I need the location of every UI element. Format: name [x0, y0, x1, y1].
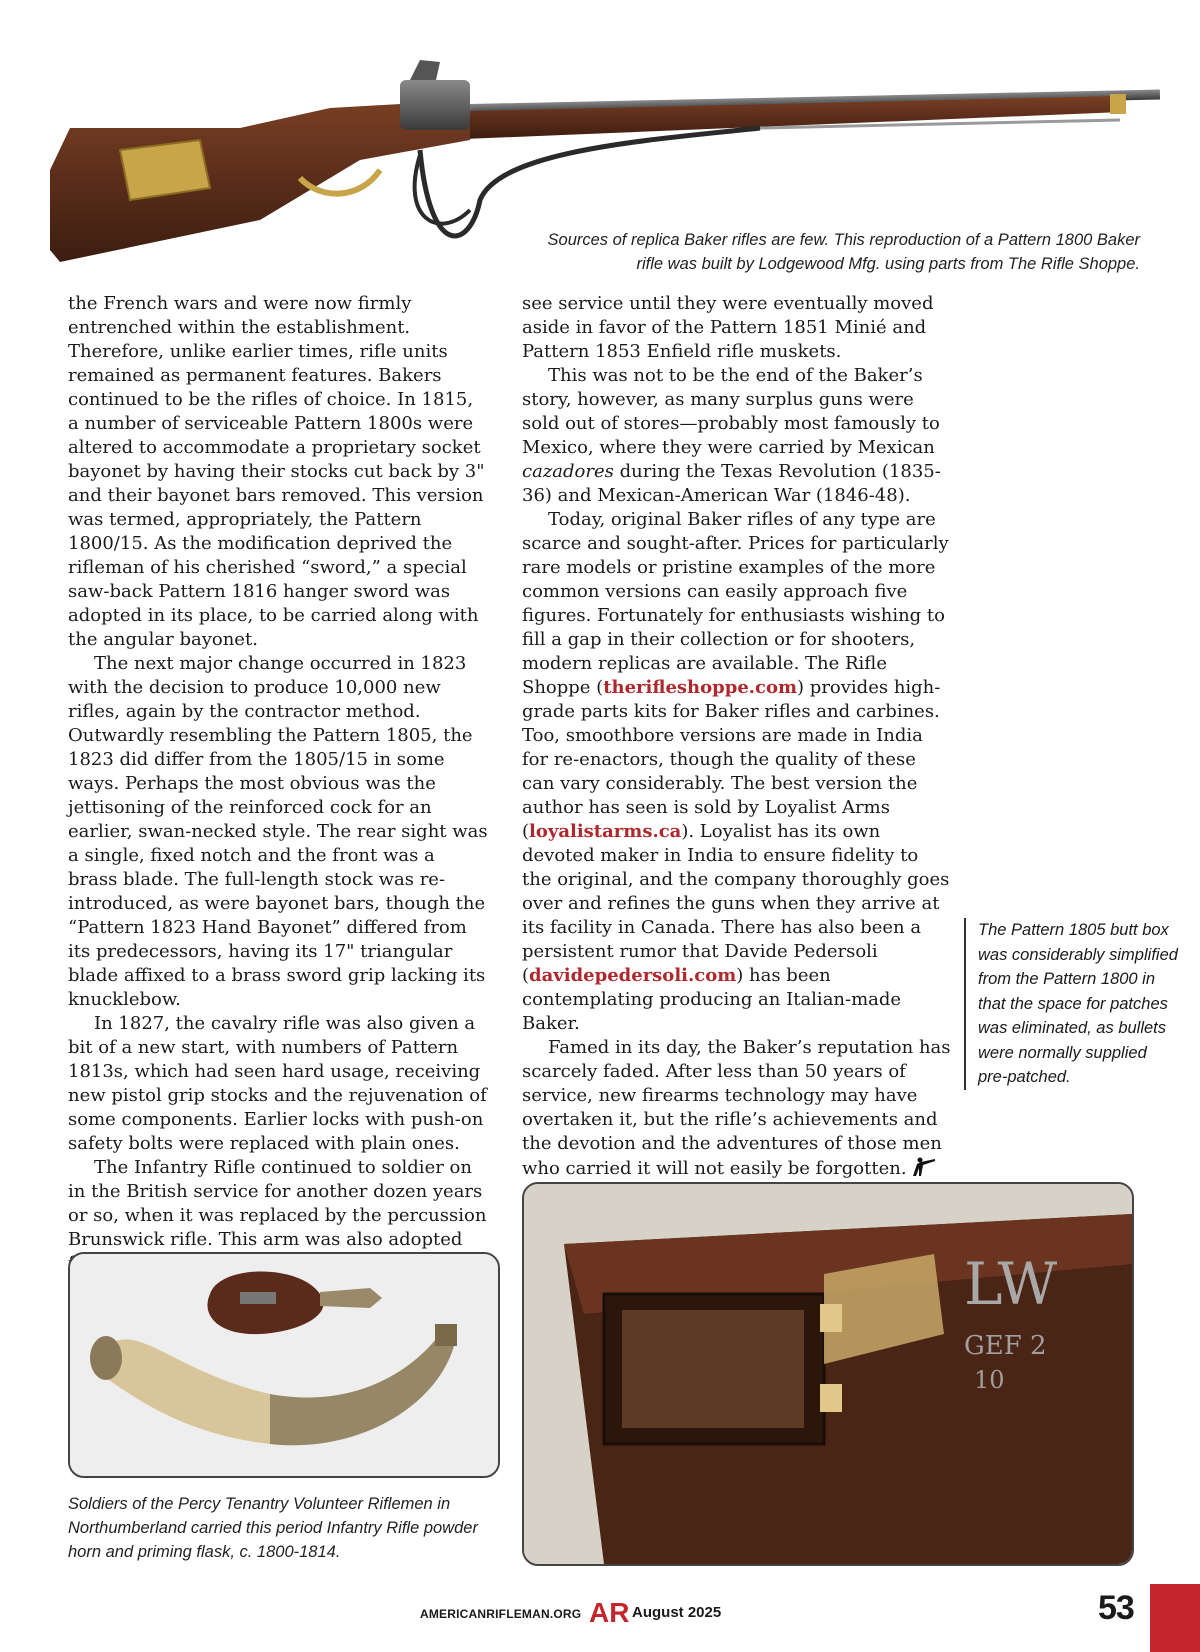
stock-mark-number: 10: [974, 1366, 1005, 1394]
footer-date: August 2025: [632, 1604, 722, 1621]
paragraph: This was not to be the end of the Baker’s story, however, as many surplus guns were sold out of stores—probably most famously to Mexico, where they were carried by Mexican cazadores during the Texas Revolution (1835-36) and Mexican-American War (1846-48).: [522, 365, 941, 506]
side-caption: The Pattern 1805 butt box was considerably simplified from the Pattern 1800 in that the space for patches was eliminated, as bullets were normally supplied pre-patched.: [964, 918, 1178, 1090]
paragraph: Today, original Baker rifles of any type are scarce and sought-after. Prices for particularly rare models or pristine examples of the more common versions can easily approach five figures. Fortunately for enthusiasts wishing to fill a gap in their collection or for shooters, modern replicas are available. The Rifle Shoppe (therifleshoppe.com) provides high-grade parts kits for Baker rifles and carbines. Too, smoothbore versions are made in India for re-enactors, though the quality of these can vary considerably. The best version the author has seen is sold by Loyalist Arms (loyalistarms.ca). Loyalist has its own devoted maker in India to ensure fidelity to the original, and the company thoroughly goes over and refines the guns when they arrive at its facility in Canada. There has also been a persistent rumor that Davide Pedersoli (davidepedersoli.com) has been contemplating producing an Italian-made Baker.: [522, 509, 950, 1034]
top-photo-caption: Sources of replica Baker rifles are few. This reproduction of a Pattern 1800 Baker rifle was built by Lodgewood Mfg. using parts from The Rifle Shoppe.: [547, 231, 1140, 273]
paragraph: The Infantry Rifle continued to soldier on in the British service for another dozen years or so, when it was replaced by the percussion Brunswick rifle. This arm was also adopted: [68, 1157, 487, 1250]
link-davidepedersoli[interactable]: davidepedersoli.com: [529, 965, 737, 986]
butt-box-photo: [522, 1182, 1134, 1566]
page-number: 53: [1098, 1589, 1134, 1627]
red-accent-bar: [1150, 1584, 1200, 1652]
left-column: [68, 292, 488, 1348]
stock-mark-lw: LW: [964, 1250, 1058, 1318]
middle-column: [522, 292, 952, 1181]
paragraph: The next major change occurred in 1823 with the decision to produce 10,000 new rifles, again by the contractor method. Outwardly resembling the Pattern 1805, the 1823 did differ from the 1805/15 in some ways. Perhaps the most obvious was the jettisoning of the reinforced cock for an earlier, swan-necked style. The rear sight was a single, fixed notch and the front was a brass blade. The full-length stock was re-introduced, as were bayonet bars, though the “Pattern 1823 Hand Bayonet” differed from its predecessors, having its 17" triangular blade affixed to a brass sword grip lacking its knucklebow.: [68, 653, 488, 1010]
link-therifleshoppe[interactable]: therifleshoppe.com: [603, 677, 798, 698]
italic-term: cazadores: [522, 461, 614, 482]
link-loyalistarms[interactable]: loyalistarms.ca: [529, 821, 682, 842]
paragraph: In 1827, the cavalry rifle was also given a bit of a new start, with numbers of Pattern 1813s, which had seen hard usage, receiving new pistol grip stocks and the rejuvenation of some components. Earlier locks with push-on safety bolts were replaced with plain ones.: [68, 1013, 487, 1154]
stock-mark-gef: GEF 2: [964, 1331, 1047, 1361]
footer-site: AMERICANRIFLEMAN.ORG: [420, 1607, 582, 1621]
powder-horn-photo: [68, 1252, 500, 1478]
paragraph: see service until they were eventually moved aside in favor of the Pattern 1851 Minié and Pattern 1853 Enfield rifle muskets.: [522, 293, 934, 362]
bottom-photo-caption: Soldiers of the Percy Tenantry Volunteer Riflemen in Northumberland carried this period Infantry Rifle powder horn and priming flask, c. 1800-1814.: [68, 1495, 478, 1561]
paragraph: Famed in its day, the Baker’s reputation has scarcely faded. After less than 50 years of service, new firearms technology may have overtaken it, but the rifle’s achievements and the devotion and the adventures of those men who carried it will not easily be forgotten.: [522, 1037, 951, 1179]
svg-text:AR: AR: [589, 1597, 629, 1626]
paragraph: the French wars and were now firmly entrenched within the establishment. Therefore, unlike earlier times, rifle units remained as permanent features. Bakers continued to be the rifles of choice. In 1815, a number of serviceable Pattern 1800s were altered to accommodate a proprietary socket bayonet by having their stocks cut back by 3" and their bayonet bars removed. This version was termed, appropriately, the Pattern 1800/15. As the modification deprived the rifleman of his cherished “sword,” a special saw-back Pattern 1816 hanger sword was adopted in its place, to be carried along with the angular bayonet.: [68, 293, 485, 650]
ar-logo-icon: [587, 1596, 629, 1626]
end-mark-icon: [911, 1156, 937, 1178]
